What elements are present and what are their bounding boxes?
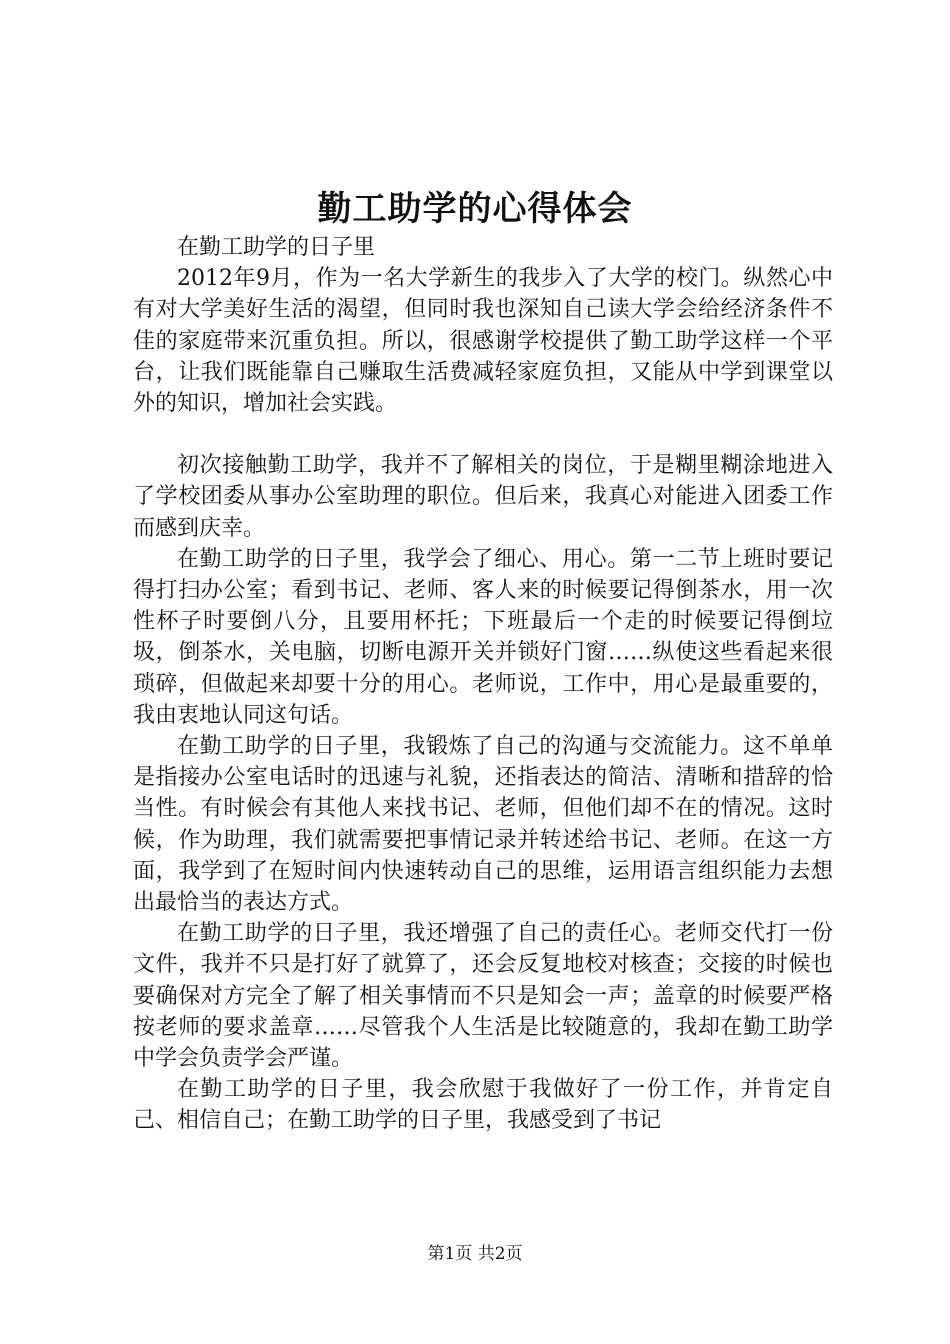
document-body <box>133 232 833 1137</box>
page-number-footer: 第1页 共2页 <box>427 1244 523 1264</box>
paragraph-communication: 在勤工助学的日子里，我锻炼了自己的沟通与交流能力。这不单单是指接办公室电话时的迅速与礼貌，还指表达的简洁、清晰和措辞的恰当性。有时候会有其他人来找书记、老师，但他们却不在的情况。这时候，作为助理，我们就需要把事情记录并转述给书记、老师。在这一方面，我学到了在短时间内快速转动自己的思维，运用语言组织能力去想出最恰当的表达方式。 <box>133 734 833 916</box>
document-title: 勤工助学的心得体会 <box>317 189 633 229</box>
paragraph-carefulness: 在勤工助学的日子里，我学会了细心、用心。第一二节上班时要记得打扫办公室；看到书记、老师、客人来的时候要记得倒茶水，用一次性杯子时要倒八分，且要用杯托；下班最后一个走的时候要记得倒垃圾，倒茶水，关电脑，切断电源开关并锁好门窗……纵使这些看起来很琐碎，但做起来却要十分的用心。老师说，工作中，用心是最重要的，我由衷地认同这句话。 <box>133 546 833 728</box>
paragraph-responsibility: 在勤工助学的日子里，我还增强了自己的责任心。老师交代打一份文件，我并不只是打好了就算了，还会反复地校对核查；交接的时候也要确保对方完全了解了相关事情而不只是知会一声；盖章的时候要严格按老师的要求盖章……尽管我个人生活是比较随意的，我却在勤工助学中学会负责学会严谨。 <box>133 921 833 1072</box>
paragraph-intro: 2012年9月，作为一名大学新生的我步入了大学的校门。纵然心中有对大学美好生活的渴望，但同时我也深知自己读大学会给经济条件不佳的家庭带来沉重负担。所以，很感谢学校提供了勤工助学这样一个平台，让我们既能靠自己赚取生活费减轻家庭负担，又能从中学到课堂以外的知识，增加社会实践。 <box>133 266 833 417</box>
paragraph-subtitle: 在勤工助学的日子里 <box>177 235 376 260</box>
paragraph-confidence: 在勤工助学的日子里，我会欣慰于我做好了一份工作，并肯定自己、相信自己；在勤工助学的日子里，我感受到了书记 <box>133 1077 833 1134</box>
paragraph-spacer <box>133 419 833 450</box>
paragraph-first-contact: 初次接触勤工助学，我并不了解相关的岗位，于是糊里糊涂地进入了学校团委从事办公室助理的职位。但后来，我真心对能进入团委工作而感到庆幸。 <box>133 453 833 541</box>
